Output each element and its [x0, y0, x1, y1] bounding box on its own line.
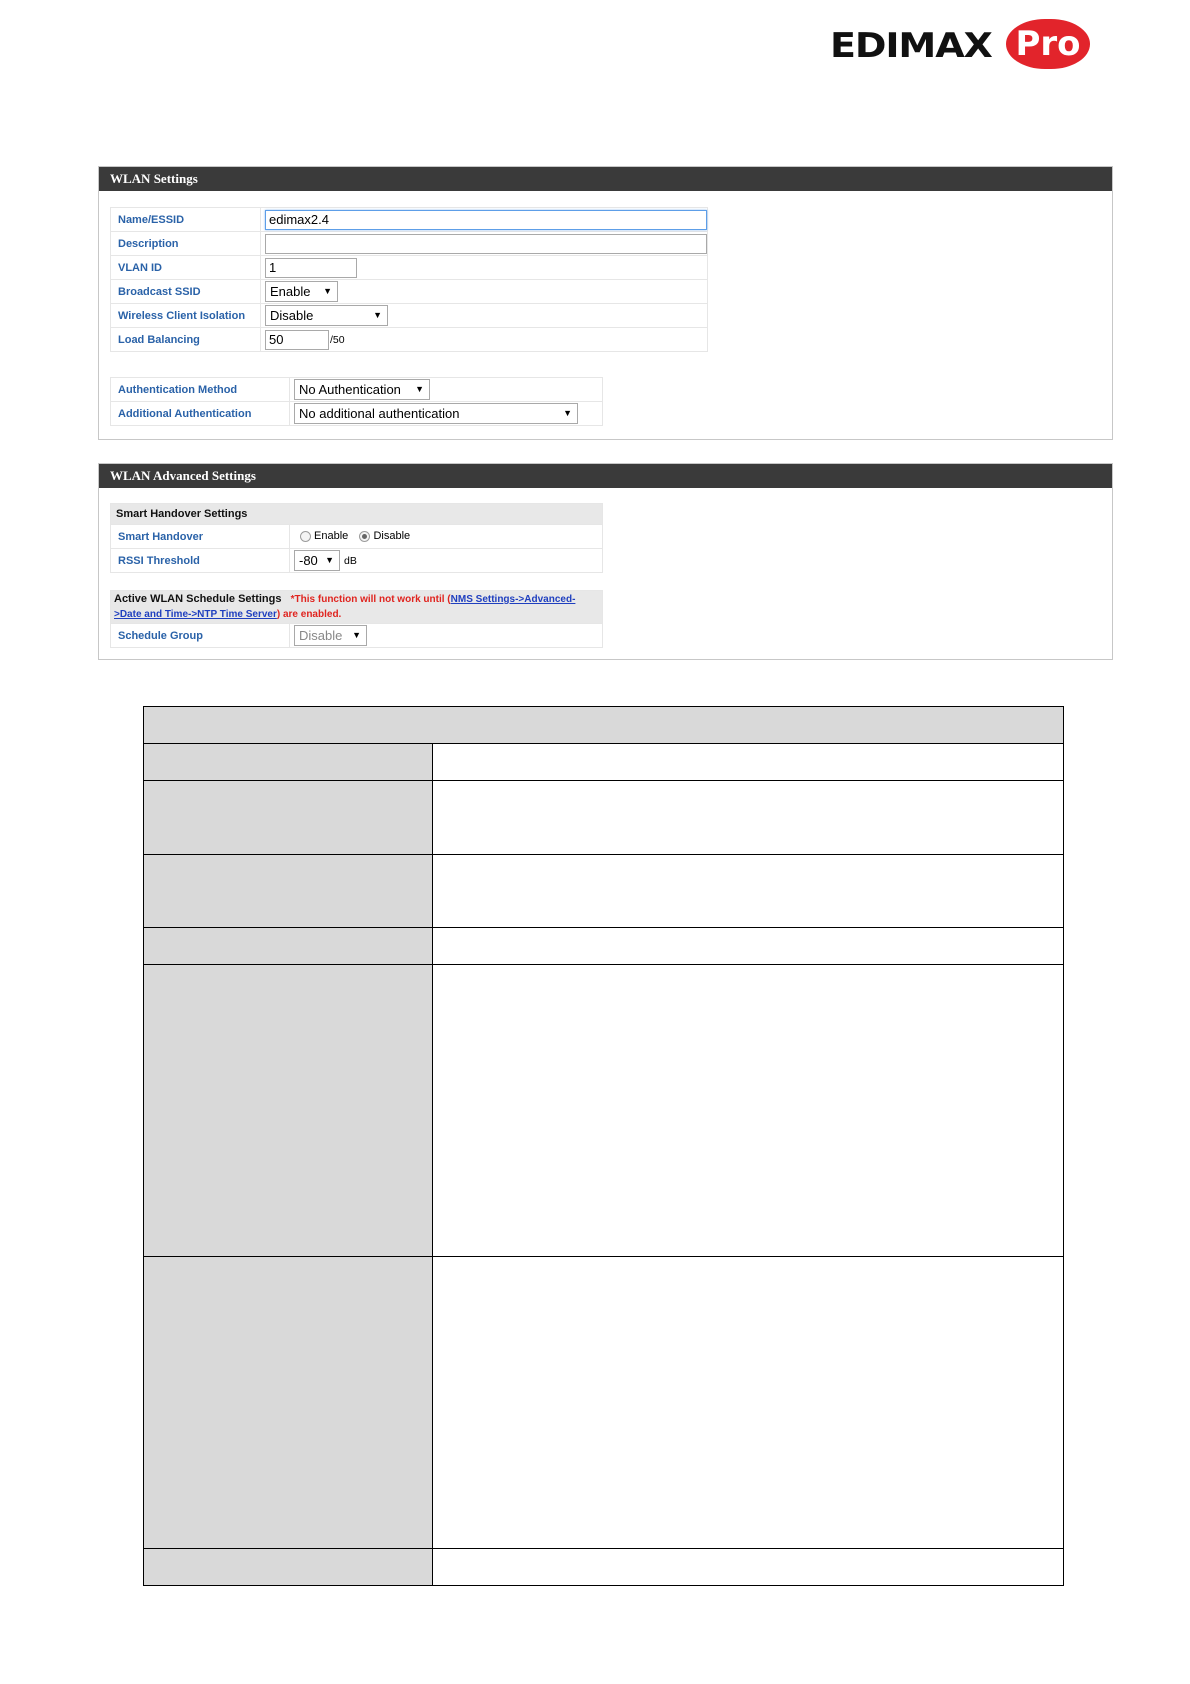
- dropdown-arrow-icon: ▼: [323, 286, 332, 296]
- nms-settings-link[interactable]: NMS Settings->Advanced-: [450, 594, 576, 605]
- rssi-threshold-select[interactable]: [294, 550, 340, 571]
- edimax-pro-logo: [830, 16, 1095, 74]
- warning-text: *This function will not work until (: [290, 594, 451, 605]
- description-table: [143, 706, 1064, 1586]
- table-cell-label: [144, 744, 433, 781]
- dropdown-arrow-icon: ▼: [325, 555, 334, 565]
- panel-title: WLAN Settings: [99, 167, 1112, 191]
- table-row: [144, 1549, 1064, 1586]
- field-label: Name/ESSID: [111, 208, 261, 232]
- wlan-advanced-settings-panel: [98, 463, 1113, 660]
- field-label: VLAN ID: [111, 256, 261, 280]
- client-isolation-select[interactable]: [265, 305, 388, 326]
- section-header: Smart Handover Settings: [111, 504, 603, 525]
- select-value: No Authentication: [299, 382, 401, 397]
- dropdown-arrow-icon: ▼: [373, 310, 382, 320]
- smart-handover-disable-radio[interactable]: [359, 531, 370, 542]
- table-cell-description: [433, 965, 1064, 1257]
- panel-title: WLAN Advanced Settings: [99, 464, 1112, 488]
- smart-handover-enable-radio[interactable]: [300, 531, 311, 542]
- radio-label: Disable: [373, 530, 411, 543]
- select-value: Disable: [270, 308, 314, 323]
- table-header: [144, 707, 1064, 744]
- table-cell-label: [144, 855, 433, 928]
- table-cell-label: [144, 928, 433, 965]
- rssi-unit: dB: [344, 554, 357, 567]
- authentication-form: [110, 377, 603, 426]
- wlan-settings-panel: [98, 166, 1113, 440]
- field-label: Wireless Client Isolation: [111, 304, 261, 328]
- schedule-group-select[interactable]: [294, 625, 367, 646]
- table-row: [144, 855, 1064, 928]
- select-value: Enable: [270, 284, 311, 299]
- logo-wordmark: EDIMAX: [830, 26, 992, 66]
- essid-input[interactable]: edimax2.4: [265, 210, 707, 230]
- vlan-id-input[interactable]: 1: [265, 258, 357, 278]
- dropdown-arrow-icon: ▼: [415, 384, 424, 394]
- section-header: Active WLAN Schedule Settings: [114, 593, 282, 605]
- table-cell-label: [144, 1549, 433, 1586]
- table-row: [144, 965, 1064, 1257]
- schedule-form: [110, 590, 603, 648]
- broadcast-ssid-select[interactable]: [265, 281, 338, 302]
- ntp-time-server-link[interactable]: >Date and Time->NTP Time Server: [114, 609, 277, 620]
- select-value: -80: [299, 553, 318, 568]
- dropdown-arrow-icon: ▼: [352, 630, 361, 640]
- smart-handover-form: [110, 503, 603, 573]
- authentication-method-select[interactable]: [294, 379, 430, 400]
- table-cell-label: [144, 965, 433, 1257]
- table-cell-description: [433, 928, 1064, 965]
- logo-pro-badge: Pro: [1006, 19, 1090, 69]
- additional-authentication-select[interactable]: [294, 403, 578, 424]
- select-value: No additional authentication: [299, 406, 460, 421]
- field-label: Schedule Group: [111, 624, 290, 648]
- field-label: Broadcast SSID: [111, 280, 261, 304]
- field-label: Smart Handover: [111, 525, 290, 549]
- table-cell-label: [144, 1257, 433, 1549]
- description-input[interactable]: [265, 234, 707, 254]
- field-label: Load Balancing: [111, 328, 261, 352]
- table-row: [144, 744, 1064, 781]
- wlan-settings-form: [110, 207, 708, 352]
- select-value: Disable: [299, 628, 343, 643]
- load-balancing-input[interactable]: 50: [265, 330, 329, 350]
- schedule-section-header: [111, 591, 603, 624]
- table-row: [144, 928, 1064, 965]
- field-label: Authentication Method: [111, 378, 290, 402]
- field-label: Description: [111, 232, 261, 256]
- field-label: RSSI Threshold: [111, 549, 290, 573]
- table-row: [144, 1257, 1064, 1549]
- table-cell-description: [433, 855, 1064, 928]
- table-cell-label: [144, 781, 433, 855]
- warning-text: ) are enabled.: [276, 609, 342, 620]
- dropdown-arrow-icon: ▼: [563, 408, 572, 418]
- table-cell-description: [433, 1549, 1064, 1586]
- table-cell-description: [433, 744, 1064, 781]
- field-label: Additional Authentication: [111, 402, 290, 426]
- table-cell-description: [433, 1257, 1064, 1549]
- radio-label: Enable: [314, 530, 349, 543]
- table-cell-description: [433, 781, 1064, 855]
- load-balancing-max: /50: [330, 333, 345, 346]
- table-row: [144, 781, 1064, 855]
